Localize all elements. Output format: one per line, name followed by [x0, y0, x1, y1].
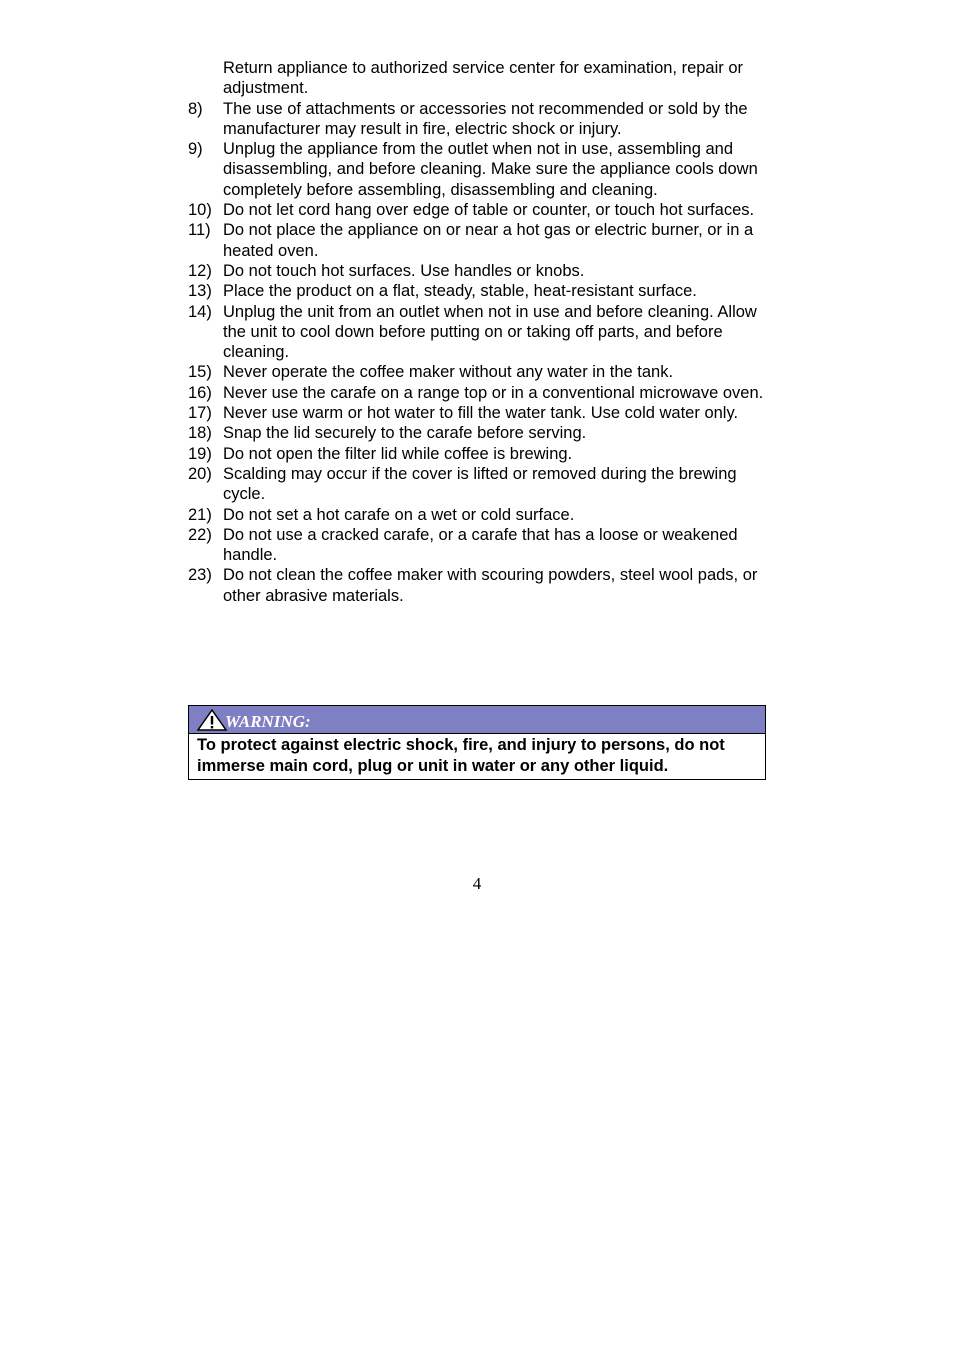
list-item-16 — [188, 383, 768, 403]
item-text: Do not open the filter lid while coffee is brewing. — [223, 444, 573, 463]
list-item-8 — [188, 99, 768, 140]
item-text: Do not use a cracked carafe, or a carafe that has a loose or weakened handle. — [223, 525, 738, 565]
item-number: 12) — [188, 261, 212, 280]
item-number: 10) — [188, 201, 212, 220]
list-item-13 — [188, 281, 768, 301]
item-number: 11) — [188, 221, 211, 240]
item-text: Do not let cord hang over edge of table or counter, or touch hot surfaces. — [223, 201, 755, 220]
item-text: Do not touch hot surfaces. Use handles or knobs. — [223, 261, 585, 280]
item-text: Do not place the appliance on or near a hot gas or electric burner, or in a heated oven. — [223, 221, 754, 260]
item-text: Do not clean the coffee maker with scouring powders, steel wool pads, or other abrasive materials. — [223, 566, 758, 605]
item-7-continuation: Return appliance to authorized service center for examination, repair or adjustment. — [223, 59, 744, 98]
item-number: 8) — [188, 99, 203, 118]
warning-box — [188, 705, 766, 780]
item-number: 18) — [188, 424, 212, 443]
item-text: Never operate the coffee maker without any water in the tank. — [223, 363, 674, 382]
page-number: 4 — [472, 874, 482, 893]
item-text: Never use the carafe on a range top or in a conventional microwave oven. — [223, 383, 764, 402]
list-item-15 — [188, 362, 768, 382]
list-item-19 — [188, 444, 768, 464]
item-text: Scalding may occur if the cover is lifted or removed during the brewing cycle. — [223, 464, 737, 504]
list-item-18 — [188, 423, 768, 443]
list-item-23 — [188, 565, 768, 606]
list-item-22 — [188, 525, 768, 566]
list-item-20 — [188, 464, 768, 505]
warning-triangle-icon — [196, 708, 228, 732]
item-number: 15) — [188, 363, 212, 382]
item-text: Unplug the unit from an outlet when not in use and before cleaning. Allow the unit to cool down before putting on or taking off parts, and before cleaning. — [223, 302, 757, 362]
item-number: 9) — [188, 140, 203, 159]
item-text: Never use warm or hot water to fill the water tank. Use cold water only. — [223, 404, 739, 423]
item-number: 22) — [188, 525, 212, 544]
list-item-14 — [188, 302, 768, 363]
list-item-9 — [188, 139, 768, 200]
list-item-10 — [188, 200, 768, 220]
item-number: 14) — [188, 302, 212, 321]
warning-text: To protect against electric shock, fire, and injury to persons, do not immerse main cord, plug or unit in water or any other liquid. — [197, 736, 725, 775]
warning-header — [189, 706, 765, 734]
item-number: 16) — [188, 383, 212, 402]
list-item-11 — [188, 220, 768, 261]
item-number: 17) — [188, 404, 212, 423]
list-item-17 — [188, 403, 768, 423]
item-text: Snap the lid securely to the carafe before serving. — [223, 424, 587, 443]
list-item-12 — [188, 261, 768, 281]
item-text: Unplug the appliance from the outlet when not in use, assembling and disassembling, and before cleaning. Make sure the appliance cools down completely before assembling, disassembling and cleaning. — [223, 140, 758, 199]
item-text: The use of attachments or accessories not recommended or sold by the manufacturer may result in fire, electric shock or injury. — [223, 99, 748, 138]
safety-instructions-list — [188, 58, 768, 606]
item-number: 19) — [188, 444, 212, 463]
item-number: 23) — [188, 566, 212, 585]
item-number: 21) — [188, 505, 212, 524]
item-number: 13) — [188, 282, 212, 301]
item-number: 20) — [188, 464, 212, 483]
item-text: Place the product on a flat, steady, stable, heat-resistant surface. — [223, 282, 697, 301]
warning-title: WARNING: — [225, 711, 311, 731]
list-item-21 — [188, 505, 768, 525]
item-text: Do not set a hot carafe on a wet or cold surface. — [223, 505, 575, 524]
